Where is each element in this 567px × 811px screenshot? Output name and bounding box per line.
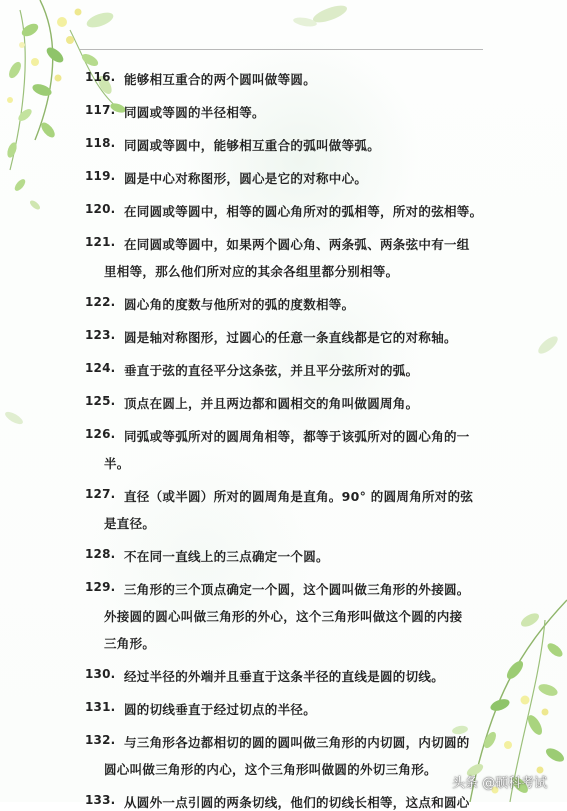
theorem-text-line: 同圆或等圆中，能够相互重合的弧叫做等弧。 — [124, 138, 381, 153]
theorem-text-line: 是直径。 — [104, 516, 156, 531]
leaf-right-edge-icon — [536, 333, 561, 356]
theorem-number: 120. — [85, 202, 116, 216]
theorem-number: 119. — [85, 169, 116, 183]
leaf-left-edge-icon — [3, 410, 24, 427]
theorem-number: 133. — [85, 793, 116, 807]
theorem-text-line: 经过半径的外端并且垂直于这条半径的直线是圆的切线。 — [124, 669, 445, 684]
theorem-text-line: 同圆或等圆的半径相等。 — [124, 105, 265, 120]
theorem-text-line: 圆是中心对称图形，圆心是它的对称中心。 — [124, 171, 368, 186]
theorem-text-line: 三角形的三个顶点确定一个圆，这个圆叫做三角形的外接圆。 — [124, 582, 470, 597]
header-rule — [80, 49, 483, 50]
theorem-text-line: 里相等，那么他们所对应的其余各组里都分别相等。 — [104, 264, 399, 279]
theorem-number: 129. — [85, 580, 116, 594]
theorem-text-line: 直径（或半圆）所对的圆周角是直角。90° 的圆周角所对的弦 — [124, 489, 474, 504]
theorem-text-line: 顶点在圆上，并且两边都和圆相交的角叫做圆周角。 — [124, 396, 419, 411]
theorem-number: 130. — [85, 667, 116, 681]
theorem-text-line: 三角形。 — [104, 636, 156, 651]
theorem-number: 124. — [85, 361, 116, 375]
leaf-top-right-icon — [292, 2, 348, 28]
theorem-number: 116. — [85, 70, 116, 84]
theorem-text-line: 外接圆的圆心叫做三角形的外心，这个三角形叫做这个圆的内接 — [104, 609, 463, 624]
theorem-text-line: 半。 — [104, 456, 130, 471]
theorem-number: 126. — [85, 427, 116, 441]
theorem-text-line: 在同圆或等圆中，相等的圆心角所对的弧相等，所对的弦相等。 — [124, 204, 483, 219]
theorem-text-line: 圆的切线垂直于经过切点的半径。 — [124, 702, 317, 717]
theorem-text-line: 圆是轴对称图形，过圆心的任意一条直线都是它的对称轴。 — [124, 330, 457, 345]
theorem-text-line: 垂直于弦的直径平分这条弦，并且平分弦所对的弧。 — [124, 363, 419, 378]
theorem-text-line: 从圆外一点引圆的两条切线，他们的切线长相等，这点和圆心 — [124, 795, 470, 810]
theorem-number: 127. — [85, 487, 116, 501]
theorem-text-line: 圆心角的度数与他所对的弧的度数相等。 — [124, 297, 355, 312]
theorem-text-line: 在同圆或等圆中，如果两个圆心角、两条弧、两条弦中有一组 — [124, 237, 470, 252]
theorem-text-line: 同弧或等弧所对的圆周角相等，都等于该弧所对的圆心角的一 — [124, 429, 470, 444]
theorem-number: 131. — [85, 700, 116, 714]
theorem-number: 121. — [85, 235, 116, 249]
theorem-number: 123. — [85, 328, 116, 342]
theorem-text-line: 与三角形各边都相切的圆的圆叫做三角形的内切圆，内切圆的 — [124, 735, 470, 750]
theorem-number: 117. — [85, 103, 116, 117]
theorem-text-line: 不在同一直线上的三点确定一个圆。 — [124, 549, 329, 564]
theorem-number: 125. — [85, 394, 116, 408]
theorem-number: 122. — [85, 295, 116, 309]
theorem-number: 118. — [85, 136, 116, 150]
theorem-number: 132. — [85, 733, 116, 747]
watermark: 头条 @硕科考试 — [452, 776, 548, 791]
theorem-text-line: 圆心叫做三角形的内心，这个三角形叫做圆的外切三角形。 — [104, 762, 437, 777]
theorem-number: 128. — [85, 547, 116, 561]
theorem-text-line: 能够相互重合的两个圆叫做等圆。 — [124, 72, 317, 87]
